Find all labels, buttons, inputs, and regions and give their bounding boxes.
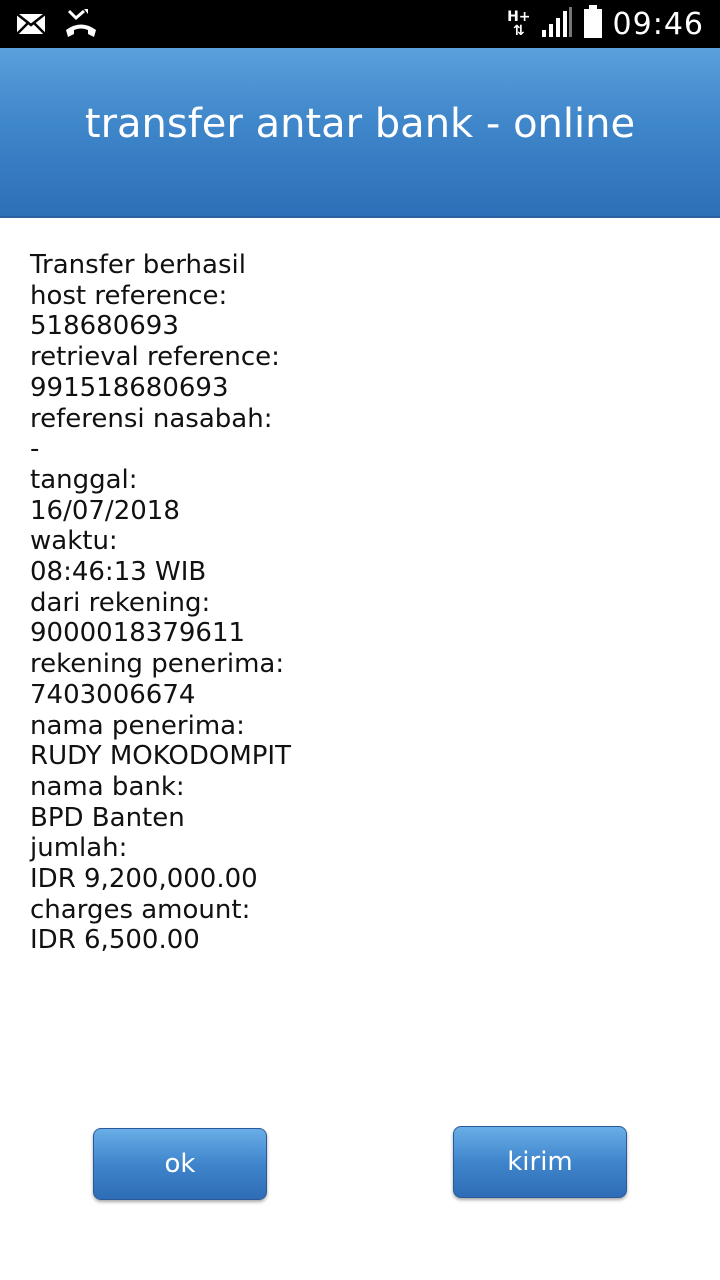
- receipt-line: tanggal:: [30, 464, 138, 495]
- notification-icons: [16, 8, 98, 44]
- receipt-line: IDR 6,500.00: [30, 925, 200, 956]
- receipt-line: 991518680693: [30, 372, 229, 403]
- ok-button[interactable]: ok: [93, 1128, 267, 1200]
- signal-icon: [541, 6, 573, 42]
- receipt-line: rekening penerima:: [30, 649, 285, 680]
- receipt-line: host reference:: [30, 280, 228, 311]
- clock: 09:46: [612, 6, 704, 42]
- network-type-label: H+: [507, 9, 531, 25]
- receipt-line: IDR 9,200,000.00: [30, 864, 258, 895]
- receipt-line: 08:46:13 WIB: [30, 557, 207, 588]
- receipt-line: jumlah:: [30, 833, 128, 864]
- app-header: [0, 48, 720, 218]
- mail-icon: [16, 12, 46, 40]
- receipt-line: referensi nasabah:: [30, 403, 273, 434]
- system-status: [507, 4, 704, 44]
- missed-call-icon: [64, 8, 98, 44]
- kirim-button[interactable]: kirim: [453, 1126, 627, 1198]
- data-arrows-icon: ⇅: [512, 23, 525, 39]
- receipt-line: charges amount:: [30, 894, 251, 925]
- receipt-line: Transfer berhasil: [30, 250, 246, 280]
- receipt-line: nama penerima:: [30, 710, 245, 741]
- receipt-line: 16/07/2018: [30, 495, 180, 526]
- page-title: transfer antar bank - online: [84, 101, 636, 147]
- receipt-line: RUDY MOKODOMPIT: [30, 741, 291, 772]
- receipt-line: BPD Banten: [30, 802, 185, 833]
- receipt-line: retrieval reference:: [30, 342, 280, 373]
- status-bar: [0, 0, 720, 48]
- receipt-line: waktu:: [30, 526, 118, 557]
- receipt-line: 9000018379611: [30, 618, 246, 649]
- receipt-line: 518680693: [30, 311, 179, 342]
- receipt-line: 7403006674: [30, 679, 196, 710]
- battery-icon: [583, 5, 603, 43]
- transfer-receipt: [30, 250, 690, 956]
- receipt-line: dari rekening:: [30, 587, 211, 618]
- receipt-line: -: [30, 434, 40, 465]
- network-type-indicator: [507, 10, 530, 38]
- receipt-line: nama bank:: [30, 771, 185, 802]
